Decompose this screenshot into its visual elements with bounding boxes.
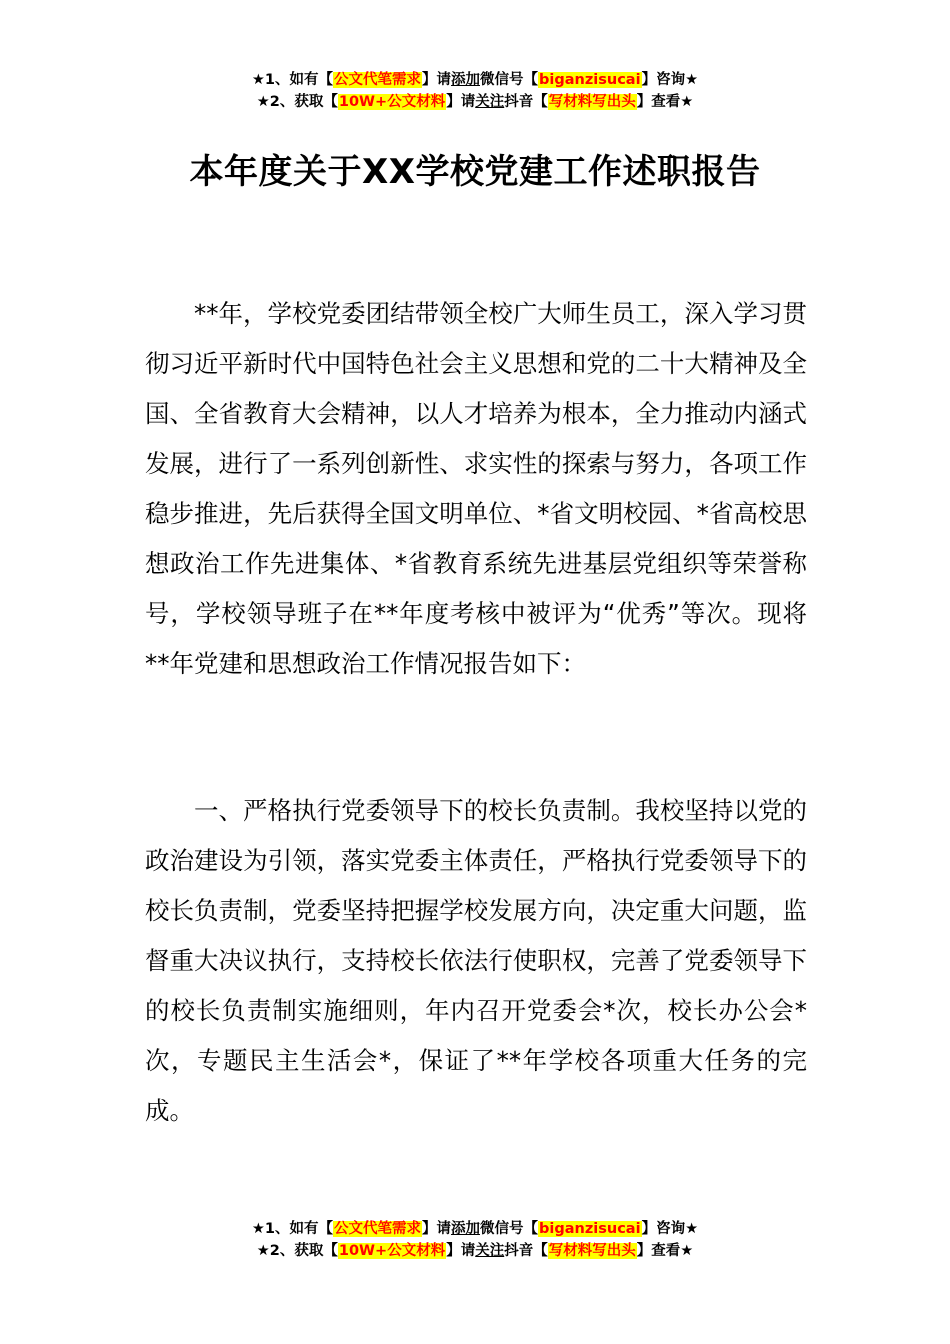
banner-text: ★1、如有【 [251, 72, 334, 88]
footer-banner [0, 1218, 950, 1262]
wechat-id: biganzisucai [539, 1221, 641, 1237]
underlined-text: 添加 [451, 1221, 481, 1237]
banner-text: 】查看★ [636, 94, 694, 110]
banner-text: 】请 [422, 1221, 452, 1237]
banner-text: 微信号【 [480, 1221, 539, 1237]
underlined-text: 关注 [475, 1243, 505, 1259]
highlight-text: 10W+公文材料 [338, 94, 446, 110]
highlight-text: 公文代笔需求 [334, 1221, 422, 1237]
banner-text: 】查看★ [636, 1243, 694, 1259]
banner-text: 微信号【 [480, 72, 539, 88]
underlined-text: 添加 [451, 72, 481, 88]
douyin-account: 写材料写出头 [548, 1243, 636, 1259]
body-paragraph-1: **年，学校党委团结带领全校广大师生员工，深入学习贯彻习近平新时代中国特色社会主义思想和党的二十大精神及全国、全省教育大会精神，以人才培养为根本，全力推动内涵式发展，进行了一系列创新性、求实性的探索与努力，各项工作稳步推进，先后获得全国文明单位、*省文明校园、*省高校思想政治工作先进集体、*省教育系统先进基层党组织等荣誉称号，学校领导班子在**年度考核中被评为“优秀”等次。现将**年党建和思想政治工作情况报告如下： [145, 299, 807, 678]
banner-text: ★1、如有【 [251, 1221, 334, 1237]
highlight-text: 公文代笔需求 [334, 72, 422, 88]
wechat-id: biganzisucai [539, 72, 641, 88]
header-banner [0, 69, 950, 113]
banner-line-1 [0, 1218, 950, 1240]
highlight-text: 10W+公文材料 [338, 1243, 446, 1259]
banner-line-2 [0, 91, 950, 113]
underlined-text: 关注 [475, 94, 505, 110]
banner-line-1 [0, 69, 950, 91]
banner-text: 抖音【 [504, 94, 548, 110]
banner-text: ★2、获取【 [256, 94, 338, 110]
douyin-account: 写材料写出头 [548, 94, 636, 110]
banner-text: 】请 [422, 72, 452, 88]
banner-text: 抖音【 [504, 1243, 548, 1259]
banner-text: 】请 [446, 94, 476, 110]
banner-text: 】请 [446, 1243, 476, 1259]
banner-line-2 [0, 1240, 950, 1262]
document-title: 本年度关于XX学校党建工作述职报告 [189, 152, 761, 192]
banner-text: 】咨询★ [641, 72, 699, 88]
banner-text: 】咨询★ [641, 1221, 699, 1237]
banner-text: ★2、获取【 [256, 1243, 338, 1259]
body-paragraph-2: 一、严格执行党委领导下的校长负责制。我校坚持以党的政治建设为引领，落实党委主体责任，严格执行党委领导下的校长负责制，党委坚持把握学校发展方向，决定重大问题，监督重大决议执行，支持校长依法行使职权，完善了党委领导下的校长负责制实施细则，年内召开党委会*次，校长办公会*次，专题民主生活会*，保证了**年学校各项重大任务的完成。 [145, 796, 807, 1125]
